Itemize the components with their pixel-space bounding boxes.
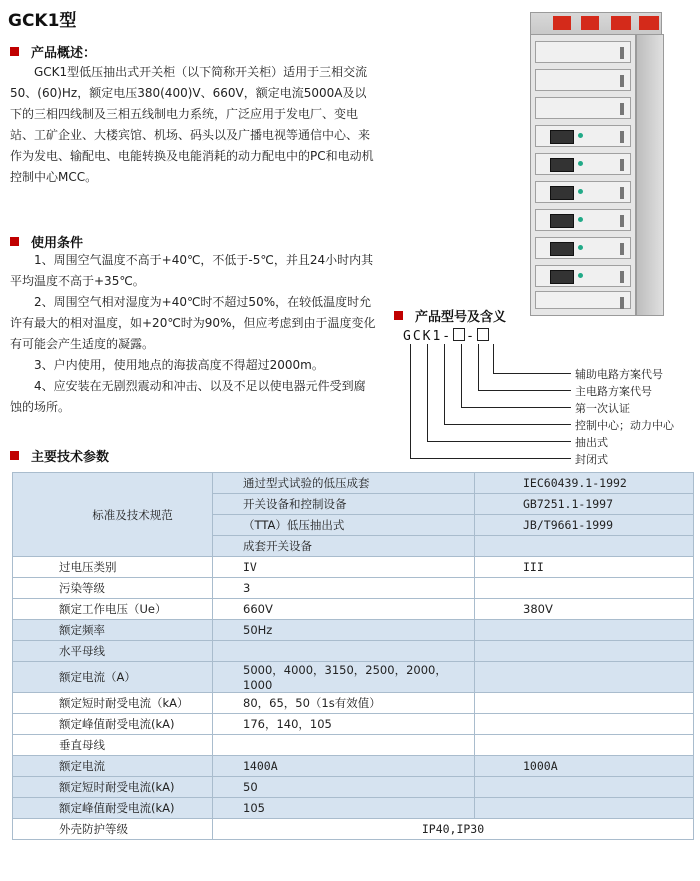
tech-heading	[10, 446, 109, 465]
param-value: IP40,IP30	[213, 819, 694, 840]
section-marker-icon	[10, 47, 19, 56]
table-row	[13, 819, 694, 840]
param-value-alt: 380V	[475, 599, 694, 620]
placeholder-box-icon	[477, 328, 489, 341]
standards-label: 标准及技术规范	[13, 473, 213, 557]
standard-code: IEC60439.1-1992	[475, 473, 694, 494]
param-label: 额定峰值耐受电流(kA)	[13, 714, 213, 735]
standard-name: 成套开关设备	[213, 536, 475, 557]
section-marker-icon	[394, 311, 403, 320]
param-value: 5000，4000，3150，2500，2000，1000	[213, 662, 475, 693]
section-marker-icon	[10, 451, 19, 460]
model-code-prefix: GCK1-	[403, 329, 453, 344]
param-value-alt: III	[475, 557, 694, 578]
param-value: 660V	[213, 599, 475, 620]
table-row	[13, 641, 694, 662]
param-value: 50Hz	[213, 620, 475, 641]
param-value: 3	[213, 578, 475, 599]
standard-code	[475, 536, 694, 557]
param-label: 额定电流（A）	[13, 662, 213, 693]
table-row	[13, 557, 694, 578]
overview-text: GCK1型低压抽出式开关柜（以下简称开关柜）适用于三相交流50、(60)Hz，额定电压380(400)V、660V，额定电流5000A及以下的三相四线制及三相五线制电力系统，广泛应用于发电厂、变电站、工矿企业、大楼宾馆、机场、码头以及广播电视等通信中心、来作为发电、输配电、电能转换及电能消耗的动力配电中的PC和电动机控制中心MCC。	[10, 65, 374, 184]
param-value-alt	[475, 714, 694, 735]
placeholder-box-icon	[453, 328, 465, 341]
model-heading-text: 产品型号及含义	[415, 310, 507, 325]
param-label: 过电压类别	[13, 557, 213, 578]
param-label: 污染等级	[13, 578, 213, 599]
conditions-heading	[10, 232, 83, 251]
model-label: 主电路方案代号	[575, 385, 652, 398]
page-title: GCK1型	[8, 11, 77, 31]
table-row	[13, 473, 694, 494]
param-value: 1400A	[213, 756, 475, 777]
param-value-alt	[475, 693, 694, 714]
param-label: 额定短时耐受电流（kA）	[13, 693, 213, 714]
table-row	[13, 662, 694, 693]
param-value: 176，140，105	[213, 714, 475, 735]
param-value-alt	[475, 620, 694, 641]
param-label: 额定电流	[13, 756, 213, 777]
standard-code: GB7251.1-1997	[475, 494, 694, 515]
param-value: 80，65，50（1s有效值）	[213, 693, 475, 714]
param-value-alt	[475, 777, 694, 798]
table-row	[13, 756, 694, 777]
table-row	[13, 714, 694, 735]
standard-code: JB/T9661-1999	[475, 515, 694, 536]
conditions-heading-text: 使用条件	[31, 236, 84, 251]
section-marker-icon	[10, 237, 19, 246]
table-row	[13, 578, 694, 599]
param-label: 额定峰值耐受电流(kA)	[13, 798, 213, 819]
model-label: 控制中心；动力中心	[575, 419, 674, 432]
table-row	[13, 620, 694, 641]
overview-heading-text: 产品概述：	[31, 46, 97, 61]
tech-heading-text: 主要技术参数	[31, 450, 110, 465]
table-row	[13, 735, 694, 756]
param-label: 额定频率	[13, 620, 213, 641]
model-label: 第一次认证	[575, 402, 630, 415]
table-row	[13, 599, 694, 620]
table-row	[13, 798, 694, 819]
param-value-alt	[475, 641, 694, 662]
model-heading	[394, 306, 506, 325]
model-code	[403, 328, 490, 344]
param-value: 105	[213, 798, 475, 819]
table-row	[13, 777, 694, 798]
param-value-alt	[475, 578, 694, 599]
overview-paragraph	[10, 62, 376, 188]
overview-heading	[10, 42, 96, 61]
param-value	[213, 735, 475, 756]
param-value: IV	[213, 557, 475, 578]
param-value-alt	[475, 735, 694, 756]
model-label: 辅助电路方案代号	[575, 368, 663, 381]
condition-item: 3、户内使用，使用地点的海拔高度不得超过2000m。	[34, 358, 324, 372]
switchgear-cabinet-image	[530, 12, 662, 320]
condition-item: 2、周围空气相对湿度为+40℃时不超过50%，在较低温度时允许有最大的相对温度，如+20℃时为90%，但应考虑到由于温度变化有可能会产生适度的凝露。	[10, 295, 376, 351]
param-label: 垂直母线	[13, 735, 213, 756]
param-value	[213, 641, 475, 662]
param-label: 水平母线	[13, 641, 213, 662]
standard-name: （TTA）低压抽出式	[213, 515, 475, 536]
param-value-alt	[475, 662, 694, 693]
param-value-alt	[475, 798, 694, 819]
tech-params-table	[12, 472, 694, 840]
standard-name: 开关设备和控制设备	[213, 494, 475, 515]
param-label: 额定工作电压（Ue）	[13, 599, 213, 620]
param-label: 额定短时耐受电流(kA)	[13, 777, 213, 798]
model-label: 抽出式	[575, 436, 608, 449]
param-value: 50	[213, 777, 475, 798]
model-code-separator: -	[466, 329, 476, 344]
condition-item: 1、周围空气温度不高于+40℃，不低于-5℃，并且24小时内其平均温度不高于+35℃。	[10, 253, 374, 288]
standard-name: 通过型式试验的低压成套	[213, 473, 475, 494]
conditions-list	[10, 250, 376, 418]
model-label: 封闭式	[575, 453, 608, 466]
param-label: 外壳防护等级	[13, 819, 213, 840]
table-row	[13, 693, 694, 714]
condition-item: 4、应安装在无剧烈震动和冲击、以及不足以使电器元件受到腐蚀的场所。	[10, 379, 366, 414]
param-value-alt: 1000A	[475, 756, 694, 777]
